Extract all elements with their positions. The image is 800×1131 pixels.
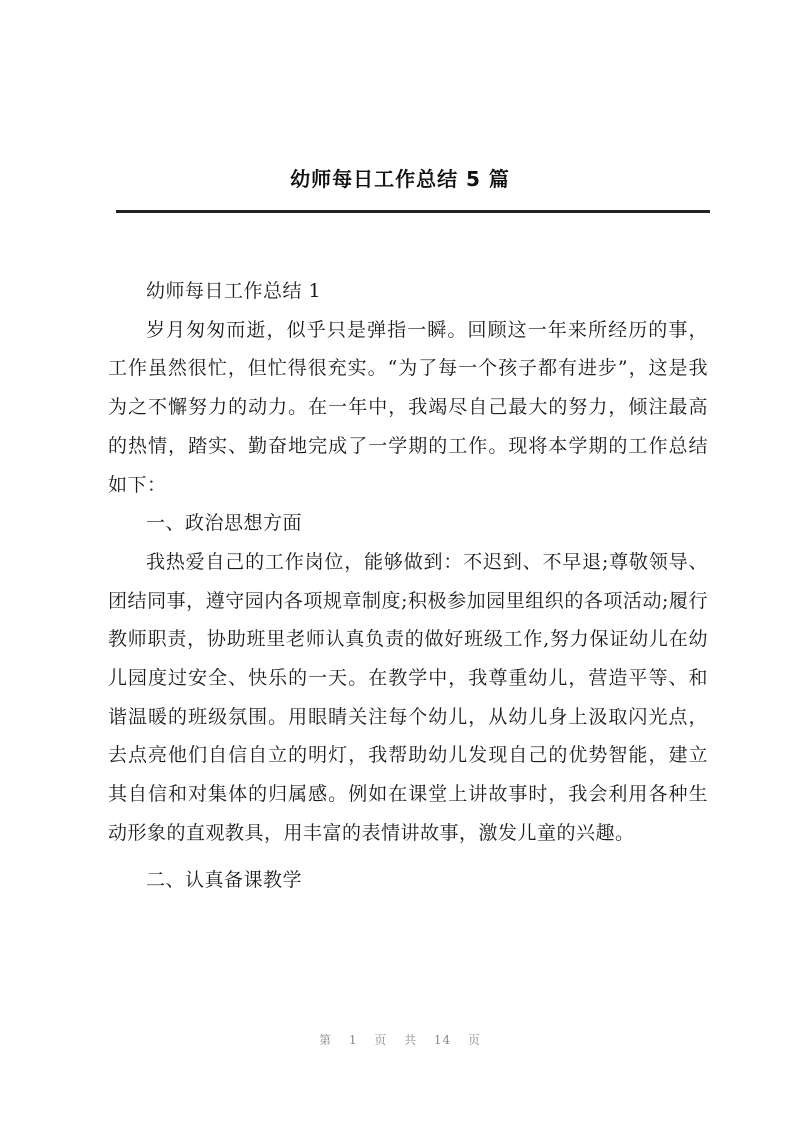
political-paragraph: 我热爱自己的工作岗位，能够做到：不迟到、不早退;尊敬领导、团结同事，遵守园内各项规章制度;积极参加园里组织的各项活动;履行教师职责，协助班里老师认真负责的做好班级工作,努力保证幼儿在幼儿园度过安全、快乐的一天。在教学中，我尊重幼儿，营造平等、和谐温暖的班级氛围。用眼睛关注每个幼儿，从幼儿身上汲取闪光点，去点亮他们自信自立的明灯，我帮助幼儿发现自己的优势智能，建立其自信和对集体的归属感。例如在课堂上讲故事时，我会利用各种生动形象的直观教具，用丰富的表情讲故事，激发儿童的兴趣。	[108, 550, 708, 844]
intro-paragraph: 岁月匆匆而逝，似乎只是弹指一瞬。回顾这一年来所经历的事，工作虽然很忙，但忙得很充实。“为了每一个孩子都有进步”，这是我为之不懈努力的动力。在一年中，我竭尽自己最大的努力，倾注最高的热情，踏实、勤奋地完成了一学期的工作。现将本学期的工作总结如下：	[108, 318, 708, 496]
section-heading-lesson-prep: 二、认真备课教学	[146, 868, 303, 891]
page-footer: 第 1 页 共 14 页	[319, 1033, 481, 1047]
section-heading-summary-1: 幼师每日工作总结 1	[146, 280, 322, 302]
section-heading-political: 一、政治思想方面	[146, 512, 303, 535]
document-body	[108, 272, 708, 899]
document-title: 幼师每日工作总结 5 篇	[290, 167, 510, 191]
title-underline	[116, 210, 710, 213]
